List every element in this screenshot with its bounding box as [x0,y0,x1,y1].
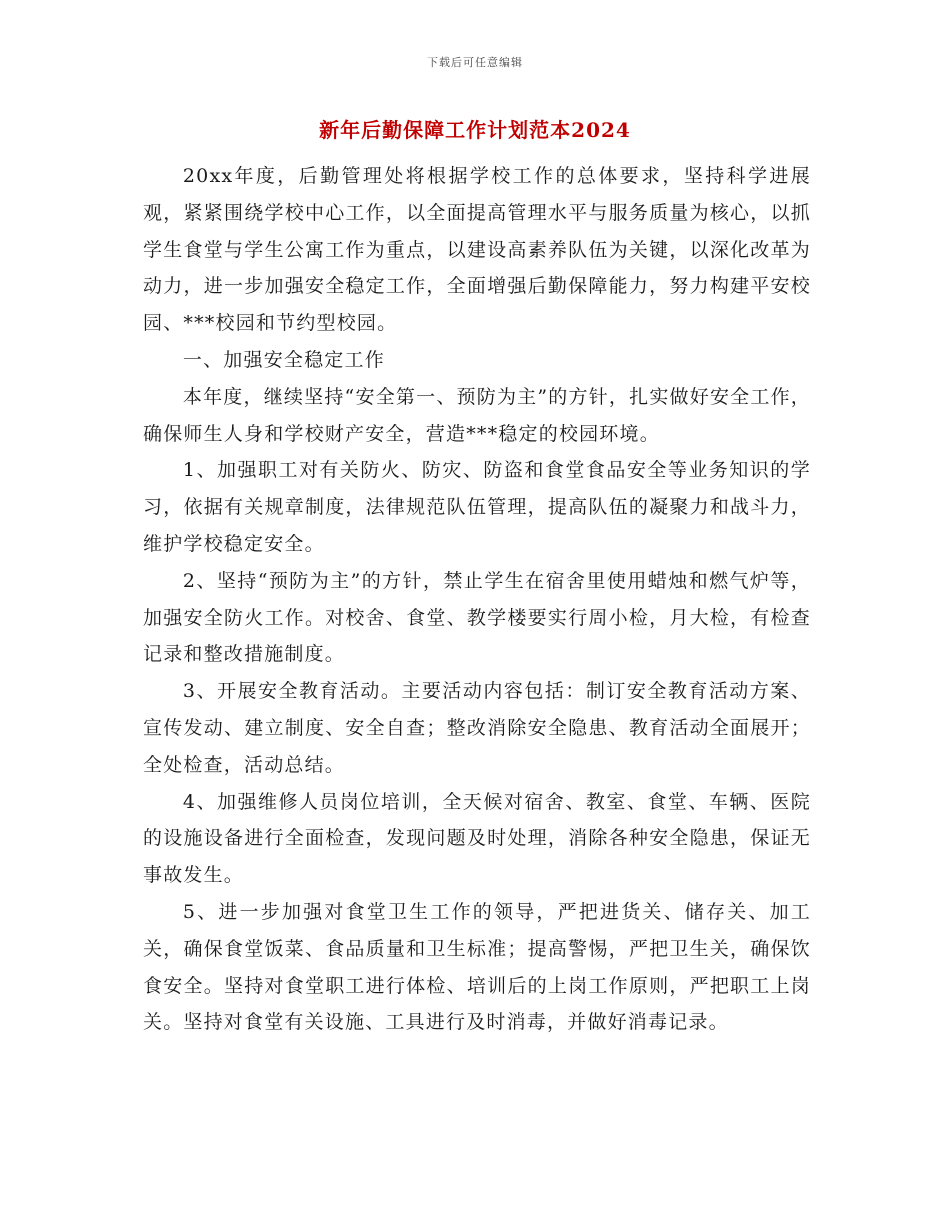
paragraph-item-3: 3、开展安全教育活动。主要活动内容包括：制订安全教育活动方案、宣传发动、建立制度、安全自查；整改消除安全隐患、教育活动全面展开；全处检查，活动总结。 [143,680,811,776]
paragraph-intro: 20xx年度，后勤管理处将根据学校工作的总体要求，坚持科学进展观，紧紧围绕学校中心工作，以全面提高管理水平与服务质量为核心，以抓学生食堂与学生公寓工作为重点，以建设高素养队伍为关键，以深化改革为动力，进一步加强安全稳定工作，全面增强后勤保障能力，努力构建平安校园、***校园和节约型校园。 [143,165,811,335]
paragraph-item-4: 4、加强维修人员岗位培训，全天候对宿舍、教室、食堂、车辆、医院的设施设备进行全面检查，发现问题及时处理，消除各种安全隐患，保证无事故发生。 [143,790,811,887]
section-heading: 一、加强安全稳定工作 [182,348,385,371]
paragraph-item-1: 1、加强职工对有关防火、防灾、防盗和食堂食品安全等业务知识的学习，依据有关规章制度，法律规范队伍管理，提高队伍的凝聚力和战斗力，维护学校稳定安全。 [143,459,811,555]
document-title: 新年后勤保障工作计划范本2024 [319,118,631,142]
paragraph-section-intro: 本年度，继续坚持“安全第一、预防为主”的方针，扎实做好安全工作，确保师生人身和学校财产安全，营造***稳定的校园环境。 [143,385,811,445]
header-note: 下载后可任意编辑 [427,56,523,69]
paragraph-item-2: 2、坚持“预防为主”的方针，禁止学生在宿舍里使用蜡烛和燃气炉等，加强安全防火工作。对校舍、食堂、教学楼要实行周小检，月大检，有检查记录和整改措施制度。 [143,569,811,666]
document-body [143,158,811,1041]
paragraph-item-5: 5、进一步加强对食堂卫生工作的领导，严把进货关、储存关、加工关，确保食堂饭菜、食品质量和卫生标准；提高警惕，严把卫生关，确保饮食安全。坚持对食堂职工进行体检、培训后的上岗工作原则，严把职工上岗关。坚持对食堂有关设施、工具进行及时消毒，并做好消毒记录。 [143,900,811,1034]
